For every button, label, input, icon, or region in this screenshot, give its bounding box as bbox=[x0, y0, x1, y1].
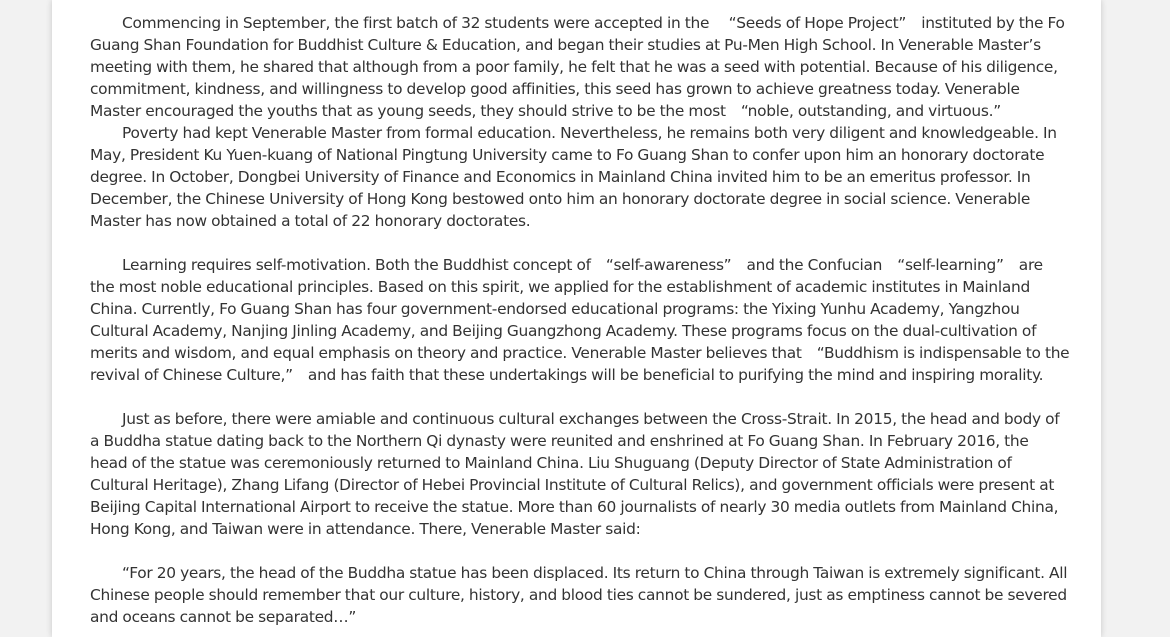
document-page bbox=[52, 0, 1101, 637]
paragraph-spacer bbox=[90, 232, 1070, 254]
paragraph-cross-strait: Just as before, there were amiable and continuous cultural exchanges between the Cross-Strait. In 2015, the head and body of a Buddha statue dating back to the Northern Qi dynasty were reunited and enshrined at Fo Guang Shan. In February 2016, the head of the statue was ceremoniously returned to Mainland China. Liu Shuguang (Deputy Director of State Administration of Cultural Heritage), Zhang Lifang (Director of Hebei Provincial Institute of Cultural Relics), and government officials were present at Beijing Capital International Airport to receive the statue. More than 60 journalists of nearly 30 media outlets from Mainland China, Hong Kong, and Taiwan were in attendance. There, Venerable Master said: bbox=[90, 410, 1060, 538]
paragraph-spacer bbox=[90, 386, 1070, 408]
paragraph-spacer bbox=[90, 540, 1070, 562]
paragraph-academies: Learning requires self-motivation. Both the Buddhist concept of “self-awareness” and the Confucian “self-learning” are the most noble educational principles. Based on this spirit, we applied for the establishment of academic institutes in Mainland China. Currently, Fo Guang Shan has four government-endorsed educational programs: the Yixing Yunhu Academy, Yangzhou Cultural Academy, Nanjing Jinling Academy, and Beijing Guangzhong Academy. These programs focus on the dual-cultivation of merits and wisdom, and equal emphasis on theory and practice. Venerable Master believes that “Buddhism is indispensable to the revival of Chinese Culture,” and has faith that these undertakings will be beneficial to purifying the mind and inspiring morality. bbox=[90, 256, 1070, 384]
paragraph-quote: “For 20 years, the head of the Buddha statue has been displaced. Its return to China through Taiwan is extremely significant. All Chinese people should remember that our culture, history, and blood ties cannot be sundered, just as emptiness cannot be severed and oceans cannot be separated…” bbox=[90, 564, 1068, 626]
paragraph-honorary-doctorates: Poverty had kept Venerable Master from formal education. Nevertheless, he remains both very diligent and knowledgeable. In May, President Ku Yuen-kuang of National Pingtung University came to Fo Guang Shan to confer upon him an honorary doctorate degree. In October, Dongbei University of Finance and Economics in Mainland China invited him to be an emeritus professor. In December, the Chinese University of Hong Kong bestowed onto him an honorary doctorate degree in social science. Venerable Master has now obtained a total of 22 honorary doctorates. bbox=[90, 124, 1057, 230]
article-body bbox=[90, 12, 1070, 628]
paragraph-seeds-of-hope: Commencing in September, the first batch of 32 students were accepted in the “Seeds of Hope Project” instituted by the Fo Guang Shan Foundation for Buddhist Culture & Education, and began their studies at Pu-Men High School. In Venerable Master’s meeting with them, he shared that although from a poor family, he felt that he was a seed with potential. Because of his diligence, commitment, kindness, and willingness to develop good affinities, this seed has grown to achieve greatness today. Venerable Master encouraged the youths that as young seeds, they should strive to be the most “noble, outstanding, and virtuous.” bbox=[90, 14, 1065, 120]
